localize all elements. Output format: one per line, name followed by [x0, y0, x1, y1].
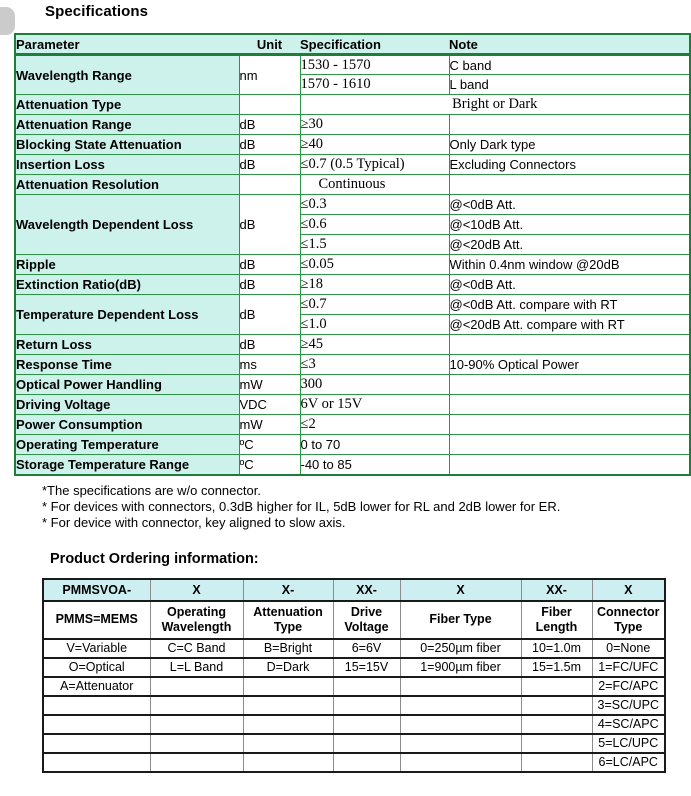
ordering-value-cell — [333, 715, 400, 734]
ordering-value-cell — [243, 696, 333, 715]
scan-corner-artifact — [0, 7, 15, 35]
spec-parameter-cell: Attenuation Range — [15, 115, 239, 135]
ordering-label-cell: PMMS=MEMS — [43, 601, 150, 639]
ordering-value-cell: B=Bright — [243, 639, 333, 658]
spec-row — [15, 95, 690, 115]
spec-value-cell: ≤1.5 — [300, 235, 449, 255]
spec-note-cell: Only Dark type — [449, 135, 690, 155]
ordering-code-row — [43, 579, 665, 601]
spec-value-cell: ≤0.6 — [300, 215, 449, 235]
spec-row — [15, 375, 690, 395]
spec-header-note: Note — [449, 34, 690, 55]
ordering-value-cell: O=Optical — [43, 658, 150, 677]
spec-unit-cell: nm — [239, 55, 300, 95]
spec-note-cell — [449, 375, 690, 395]
ordering-code-cell: X- — [243, 579, 333, 601]
spec-parameter-cell: Power Consumption — [15, 415, 239, 435]
ordering-value-cell: 15=1.5m — [521, 658, 592, 677]
ordering-value-row — [43, 677, 665, 696]
spec-note-cell — [449, 455, 690, 475]
ordering-label-cell: Drive Voltage — [333, 601, 400, 639]
spec-note-cell: Within 0.4nm window @20dB — [449, 255, 690, 275]
specifications-heading: Specifications — [45, 3, 149, 20]
spec-parameter-cell: Extinction Ratio(dB) — [15, 275, 239, 295]
ordering-value-cell — [150, 677, 243, 696]
ordering-value-cell — [243, 715, 333, 734]
spec-value-cell: ≤2 — [300, 415, 449, 435]
spec-parameter-cell: Blocking State Attenuation — [15, 135, 239, 155]
spec-note-cell — [449, 335, 690, 355]
ordering-table — [42, 578, 666, 773]
ordering-value-cell: V=Variable — [43, 639, 150, 658]
specifications-table-header — [15, 34, 690, 55]
spec-row — [15, 355, 690, 375]
ordering-value-cell: 6=LC/APC — [592, 753, 665, 772]
spec-parameter-cell: Driving Voltage — [15, 395, 239, 415]
ordering-label-row — [43, 601, 665, 639]
spec-value-cell: -40 to 85 — [300, 455, 449, 475]
ordering-value-row — [43, 696, 665, 715]
spec-parameter-cell: Ripple — [15, 255, 239, 275]
ordering-value-row — [43, 715, 665, 734]
spec-note-cell — [449, 115, 690, 135]
ordering-code-cell: X — [150, 579, 243, 601]
spec-note-cell: @<20dB Att. compare with RT — [449, 315, 690, 335]
ordering-value-cell: 4=SC/APC — [592, 715, 665, 734]
ordering-value-cell — [521, 677, 592, 696]
footnote-line: * For devices with connectors, 0.3dB higher for IL, 5dB lower for RL and 2dB lower for ER. — [42, 498, 561, 514]
spec-unit-cell: dB — [239, 115, 300, 135]
ordering-value-cell — [150, 753, 243, 772]
ordering-label-cell: Connector Type — [592, 601, 665, 639]
spec-note-cell: C band — [449, 55, 690, 75]
ordering-value-cell — [521, 715, 592, 734]
spec-row — [15, 175, 690, 195]
spec-note-cell: @<0dB Att. — [449, 195, 690, 215]
ordering-value-cell — [400, 734, 521, 753]
ordering-value-cell: L=L Band — [150, 658, 243, 677]
ordering-value-cell: 10=1.0m — [521, 639, 592, 658]
ordering-value-cell — [333, 753, 400, 772]
ordering-value-cell — [333, 696, 400, 715]
ordering-value-cell: 5=LC/UPC — [592, 734, 665, 753]
spec-value-cell: 0 to 70 — [300, 435, 449, 455]
spec-row — [15, 435, 690, 455]
ordering-value-cell — [400, 753, 521, 772]
spec-row — [15, 135, 690, 155]
spec-parameter-cell: Optical Power Handling — [15, 375, 239, 395]
spec-value-cell: ≥45 — [300, 335, 449, 355]
ordering-heading: Product Ordering information: — [50, 550, 259, 567]
ordering-value-cell — [243, 677, 333, 696]
spec-row — [15, 255, 690, 275]
ordering-value-cell: 0=250µm fiber — [400, 639, 521, 658]
spec-row — [15, 115, 690, 135]
spec-row — [15, 395, 690, 415]
spec-unit-cell: ms — [239, 355, 300, 375]
spec-value-cell: ≤0.05 — [300, 255, 449, 275]
spec-value-cell: ≤0.7 — [300, 295, 449, 315]
ordering-value-cell: D=Dark — [243, 658, 333, 677]
ordering-value-cell — [333, 734, 400, 753]
spec-note-cell — [449, 395, 690, 415]
ordering-value-cell: 3=SC/UPC — [592, 696, 665, 715]
footnote-line: * For device with connector, key aligned to slow axis. — [42, 514, 346, 530]
spec-parameter-cell: Wavelength Dependent Loss — [15, 195, 239, 255]
specifications-table-body — [15, 55, 690, 475]
ordering-value-cell: C=C Band — [150, 639, 243, 658]
ordering-code-cell: XX- — [521, 579, 592, 601]
ordering-value-row — [43, 734, 665, 753]
spec-row — [15, 195, 690, 215]
ordering-value-cell: 1=FC/UFC — [592, 658, 665, 677]
ordering-value-row — [43, 658, 665, 677]
spec-unit-cell: ºC — [239, 435, 300, 455]
spec-parameter-cell: Operating Temperature — [15, 435, 239, 455]
ordering-code-cell: XX- — [333, 579, 400, 601]
spec-unit-cell: dB — [239, 275, 300, 295]
specifications-table — [14, 33, 691, 476]
ordering-value-row — [43, 753, 665, 772]
ordering-value-cell — [43, 734, 150, 753]
spec-note-cell: @<20dB Att. — [449, 235, 690, 255]
ordering-value-cell: 0=None — [592, 639, 665, 658]
spec-parameter-cell: Attenuation Type — [15, 95, 239, 115]
spec-row — [15, 335, 690, 355]
spec-header-row — [15, 34, 690, 55]
ordering-value-cell — [150, 696, 243, 715]
spec-value-cell: ≤1.0 — [300, 315, 449, 335]
ordering-value-cell — [43, 753, 150, 772]
spec-value-cell: Bright or Dark — [300, 95, 690, 115]
spec-unit-cell: dB — [239, 335, 300, 355]
spec-value-cell: ≤0.3 — [300, 195, 449, 215]
spec-row — [15, 55, 690, 75]
ordering-value-cell — [43, 715, 150, 734]
spec-parameter-cell: Response Time — [15, 355, 239, 375]
ordering-value-cell: 6=6V — [333, 639, 400, 658]
spec-value-cell: Continuous — [300, 175, 449, 195]
spec-unit-cell: dB — [239, 295, 300, 335]
spec-note-cell — [449, 415, 690, 435]
ordering-value-cell — [150, 734, 243, 753]
ordering-label-cell: Attenuation Type — [243, 601, 333, 639]
spec-value-cell: ≤3 — [300, 355, 449, 375]
spec-note-cell — [449, 435, 690, 455]
ordering-value-cell: 2=FC/APC — [592, 677, 665, 696]
spec-parameter-cell: Insertion Loss — [15, 155, 239, 175]
spec-parameter-cell: Attenuation Resolution — [15, 175, 239, 195]
ordering-code-cell: X — [592, 579, 665, 601]
spec-value-cell: 1570 - 1610 — [300, 75, 449, 95]
ordering-value-cell — [521, 734, 592, 753]
spec-value-cell: ≥30 — [300, 115, 449, 135]
ordering-value-row — [43, 639, 665, 658]
spec-unit-cell: ºC — [239, 455, 300, 475]
ordering-label-cell: Fiber Type — [400, 601, 521, 639]
spec-value-cell: ≤0.7 (0.5 Typical) — [300, 155, 449, 175]
spec-note-cell: L band — [449, 75, 690, 95]
spec-note-cell: 10-90% Optical Power — [449, 355, 690, 375]
spec-value-cell: 1530 - 1570 — [300, 55, 449, 75]
ordering-value-cell — [243, 734, 333, 753]
spec-header-unit: Unit — [239, 34, 300, 55]
spec-row — [15, 295, 690, 315]
spec-row — [15, 455, 690, 475]
spec-parameter-cell: Storage Temperature Range — [15, 455, 239, 475]
spec-unit-cell — [239, 95, 300, 115]
spec-parameter-cell: Temperature Dependent Loss — [15, 295, 239, 335]
spec-note-cell: @<0dB Att. — [449, 275, 690, 295]
spec-value-cell: ≥40 — [300, 135, 449, 155]
ordering-table-body — [43, 579, 665, 772]
spec-header-specification: Specification — [300, 34, 449, 55]
ordering-code-cell: X — [400, 579, 521, 601]
spec-unit-cell: VDC — [239, 395, 300, 415]
ordering-value-cell: 1=900µm fiber — [400, 658, 521, 677]
ordering-value-cell — [400, 696, 521, 715]
spec-unit-cell: mW — [239, 375, 300, 395]
spec-parameter-cell: Return Loss — [15, 335, 239, 355]
spec-note-cell: @<0dB Att. compare with RT — [449, 295, 690, 315]
spec-note-cell: @<10dB Att. — [449, 215, 690, 235]
spec-unit-cell: mW — [239, 415, 300, 435]
spec-note-cell: Excluding Connectors — [449, 155, 690, 175]
ordering-value-cell — [400, 677, 521, 696]
spec-header-parameter: Parameter — [15, 34, 239, 55]
spec-row — [15, 155, 690, 175]
spec-row — [15, 275, 690, 295]
spec-value-cell: ≥18 — [300, 275, 449, 295]
ordering-value-cell: 15=15V — [333, 658, 400, 677]
spec-parameter-cell: Wavelength Range — [15, 55, 239, 95]
spec-unit-cell: dB — [239, 155, 300, 175]
spec-unit-cell: dB — [239, 135, 300, 155]
ordering-value-cell — [243, 753, 333, 772]
spec-value-cell: 300 — [300, 375, 449, 395]
ordering-value-cell — [150, 715, 243, 734]
footnote-line: *The specifications are w/o connector. — [42, 482, 261, 498]
spec-unit-cell: dB — [239, 255, 300, 275]
ordering-code-cell: PMMSVOA- — [43, 579, 150, 601]
footnotes — [42, 483, 691, 531]
ordering-value-cell — [521, 753, 592, 772]
ordering-value-cell — [333, 677, 400, 696]
ordering-value-cell — [400, 715, 521, 734]
ordering-value-cell: A=Attenuator — [43, 677, 150, 696]
spec-note-cell — [449, 175, 690, 195]
spec-unit-cell: dB — [239, 195, 300, 255]
ordering-label-cell: Fiber Length — [521, 601, 592, 639]
ordering-value-cell — [43, 696, 150, 715]
ordering-label-cell: Operating Wavelength — [150, 601, 243, 639]
ordering-value-cell — [521, 696, 592, 715]
spec-row — [15, 415, 690, 435]
spec-unit-cell — [239, 175, 300, 195]
spec-value-cell: 6V or 15V — [300, 395, 449, 415]
